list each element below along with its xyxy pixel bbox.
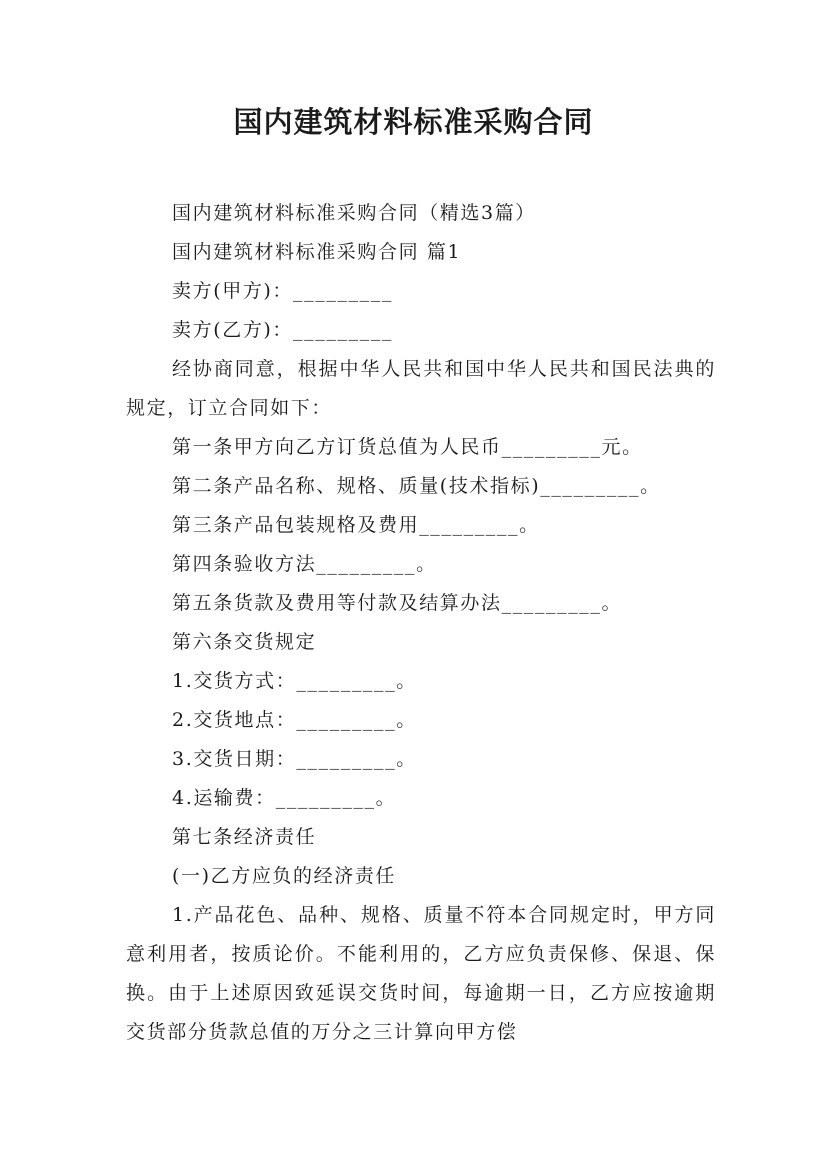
clause-5: 第五条货款及费用等付款及结算办法_________。 — [172, 592, 623, 614]
clause-1: 第一条甲方向乙方订货总值为人民币_________元。 — [172, 436, 643, 458]
delivery-place: 2.交货地点：_________。 — [172, 709, 417, 731]
seller-liability-heading: (一)乙方应负的经济责任 — [172, 865, 397, 887]
document-body — [126, 194, 716, 1052]
clause-2: 第二条产品名称、规格、质量(技术指标)_________。 — [172, 475, 661, 497]
agreement-paragraph: 经协商同意，根据中华人民共和国中华人民共和国民法典的规定，订立合同如下： — [126, 358, 716, 419]
party-a-line: 卖方(甲方)：_________ — [172, 280, 393, 302]
clause-4: 第四条验收方法_________。 — [172, 553, 437, 575]
clause-7: 第七条经济责任 — [172, 826, 317, 848]
clause-6: 第六条交货规定 — [172, 631, 317, 653]
delivery-method: 1.交货方式：_________。 — [172, 670, 417, 692]
subtitle-line: 国内建筑材料标准采购合同（精选3篇） — [172, 202, 536, 224]
clause-3: 第三条产品包装规格及费用_________。 — [172, 514, 540, 536]
delivery-date: 3.交货日期：_________。 — [172, 748, 417, 770]
transport-fee: 4.运输费：_________。 — [172, 787, 397, 809]
section-heading: 国内建筑材料标准采购合同 篇1 — [172, 241, 462, 263]
quality-paragraph: 1.产品花色、品种、规格、质量不符本合同规定时，甲方同意利用者，按质论价。不能利用的，乙方应负责保修、保退、保换。由于上述原因致延误交货时间，每逾期一日，乙方应按逾期交货部分货款总值的万分之三计算向甲方偿 — [126, 904, 716, 1043]
document-title: 国内建筑材料标准采购合同 — [233, 105, 594, 139]
party-b-line: 卖方(乙方)：_________ — [172, 319, 393, 341]
